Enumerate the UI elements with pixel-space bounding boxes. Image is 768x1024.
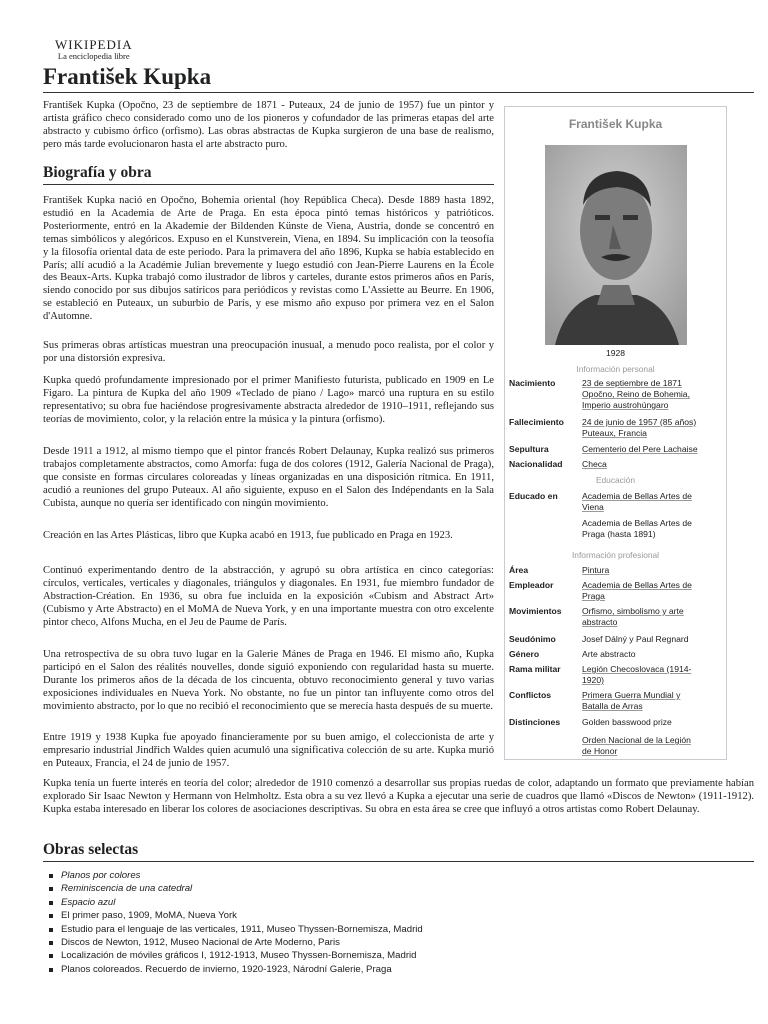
intro-paragraph: František Kupka (Opočno, 23 de septiembre de 1871 - Puteaux, 24 de junio de 1957) fue un pintor y artista gráfico checo considerado como uno de los pioneros y cofundador de las primeras etapas del arte abstracto y cubismo órfico (orfismo). Las obras abstractas de Kupka surgieron de una base de realismo, pero más tarde evolucionaron hasta el arte abstracto puro. (43, 100, 494, 150)
list-item: Discos de Newton, 1912, Museo Nacional de Arte Moderno, Paris (43, 936, 743, 949)
portrait-photo[interactable] (545, 145, 687, 345)
paragraph-6: Continuó experimentando dentro de la abstracción, y agrupó su obra artística en cinco categorías: círculos, verticales, verticales y diagonales, triángulos y diagonales. En 1931, fue miembro fundador de Abstraction-Création. En 1936, su obra fue incluida en la exposición «Cubism and Abstract Art» (Cubismo y Arte Abstracto) en el MoMA de Nueva York, y en una importante muestra con otro excelente pintor checo, Alfons Mucha, en el Jeu de Paume de París. (43, 565, 494, 628)
paragraph-9: Kupka tenía un fuerte interés en teoría del color; alrededor de 1910 comenzó a desarrollar sus propias ruedas de color, adaptando un formato que previamente habían explorado Sir Isaac Newton y Hermann von Helmholtz. Esta obra a su vez llevó a Kupka a ejecutar una serie de cuadros que llamó «Discos de Newton» (1911-1912). Kupka estaba interesado en liberar los colores de asociaciones descriptivas. Su obra en esta área se cree que influyó a otros artistas como Robert Delaunay. (43, 778, 754, 815)
logo-tagline: La enciclopedia libre (57, 51, 130, 61)
section-heading-biografia: Biografía y obra (43, 164, 494, 185)
infobox-title: František Kupka (568, 117, 663, 131)
page-title: František Kupka (43, 64, 754, 93)
section-heading-obras: Obras selectas (43, 841, 754, 862)
portrait-caption: 1928 (605, 348, 626, 358)
section-personal: Información personal (576, 364, 655, 374)
paragraph-2: Sus primeras obras artísticas muestran una preocupación inusual, a menudo poco realista, por el color y por una distorsión expresiva. (43, 340, 494, 364)
paragraph-8: Entre 1919 y 1938 Kupka fue apoyado financieramente por su buen amigo, el coleccionista de arte y empresario industrial Jindřich Waldes quien acumuló una significativa colección de su arte. Kupka murió en Puteaux, Francia, el 24 de junio de 1957. (43, 732, 494, 769)
list-item: El primer paso, 1909, MoMA, Nueva York (43, 909, 743, 922)
paragraph-1: František Kupka nació en Opočno, Bohemia oriental (hoy República Checa). Desde 1889 hasta 1892, estudió en la Academia de Arte de Praga. En esta época pintó temas históricos y patrióticos. Posteriormente, entró en la Akademie der Bildenden Künste de Viena, Austria, donde se concentró en temas simbólicos y alegóricos. Expuso en el Kunstverein, Viena, en 1894. Su implicación con la teosofía y la filosofía oriental data de este periodo. Para la primavera del año 1896, Kupka se había establecido en París; allí acudió a la Académie Julian brevemente y luego estudió con Jean-Pierre Laurens en la École des Beaux-Arts. Kupka trabajó como ilustrador de libros y carteles, durante estos primeros años en París, siendo conocido por sus dibujos satíricos para periódicos y revistas como L'Assiette au Beurre. En 1906, se estableció en Puteaux, un suburbio de París, y ese mismo año expuso por primera vez en el Salon d'Automne. (43, 195, 494, 323)
list-item: Estudio para el lenguaje de las verticales, 1911, Museo Thyssen-Bornemisza, Madrid (43, 923, 743, 936)
list-item: Planos coloreados. Recuerdo de invierno, 1920-1923, Národní Galerie, Praga (43, 963, 743, 976)
list-item: Localización de móviles gráficos I, 1912-1913, Museo Thyssen-Bornemisza, Madrid (43, 949, 743, 962)
paragraph-4: Desde 1911 a 1912, al mismo tiempo que el pintor francés Robert Delaunay, Kupka realizó sus primeros trabajos completamente abstractos, como Amorfa: fuga de dos colores (1912, Galería Nacional de Praga), que consiste en formas circulares coloreadas y líneas organizadas en una disposición rítmica. En 1911, acudió a reuniones del grupo Puteaux. Al año siguiente, expuso en el Salon des Indépendants en la Sala Cubista, aunque no quería ser identificado con ningún movimiento. (43, 446, 494, 509)
paragraph-3: Kupka quedó profundamente impresionado por el primer Manifiesto futurista, publicado en 1909 en Le Figaro. La pintura de Kupka del año 1909 «Teclado de piano / Lago» marcó una ruptura en su estilo representativo; su obra fue haciéndose progresivamente abstracta alrededor de 1910–1911, reflejando sus teorías de movimiento, color, y la relación entre la música y la pintura (orfismo). (43, 375, 494, 425)
portrait-image (545, 145, 687, 345)
list-item: Espacio azul (43, 896, 743, 909)
works-list (43, 869, 743, 976)
section-educacion: Educación (595, 475, 636, 485)
list-item: Planos por colores (43, 869, 743, 882)
wikipedia-logo[interactable] (55, 38, 133, 61)
section-profesional: Información profesional (571, 550, 660, 560)
infobox: František Kupka 1928 Información personal Nacimiento 23 de septiembre de 1871 Opočno, Reino de Bohemia, Imperio austrohúngaro Fallecimiento 24 de junio de 1957 (85 años) Puteaux, Francia Sepultura Cementerio del Pere Lachaise Nacionalidad Checa Educación Educado en Academia de Bellas Artes de Viena Academia de Bellas Artes de Praga (hasta 1891) Información profesional Área Pintura Empleador Academia de Bellas Artes de Praga Movimientos Orfismo, simbolismo y arte abstracto Seudónimo Josef Dálný y Paul Regnard Género Arte abstracto Rama militar Legión Checoslovaca (1914-1920) Conflictos Primera Guerra Mundial y Batalla de Arras Distinciones Golden basswood prize Orden Nacional de la Legión de Honor (504, 106, 727, 760)
list-item: Reminiscencia de una catedral (43, 882, 743, 895)
paragraph-7: Una retrospectiva de su obra tuvo lugar en la Galerie Mánes de Praga en 1946. El mismo año, Kupka participó en el Salon des réalités nouvelles, donde siguió exponiendo con regularidad hasta su muerte. Durante los primeros años de la década de los cincuenta, obtuvo reconocimiento general y tuvo varias exposiciones individuales en Nueva York. No obstante, no fue un pintor tan influyente como otros del movimiento abstracto, por lo que no recibió el reconocimiento que se merecía hasta después de su muerte. (43, 649, 494, 712)
logo-wordmark: WIKIPEDIA (55, 37, 133, 52)
paragraph-5: Creación en las Artes Plásticas, libro que Kupka acabó en 1913, fue publicado en Praga en 1923. (43, 530, 453, 541)
